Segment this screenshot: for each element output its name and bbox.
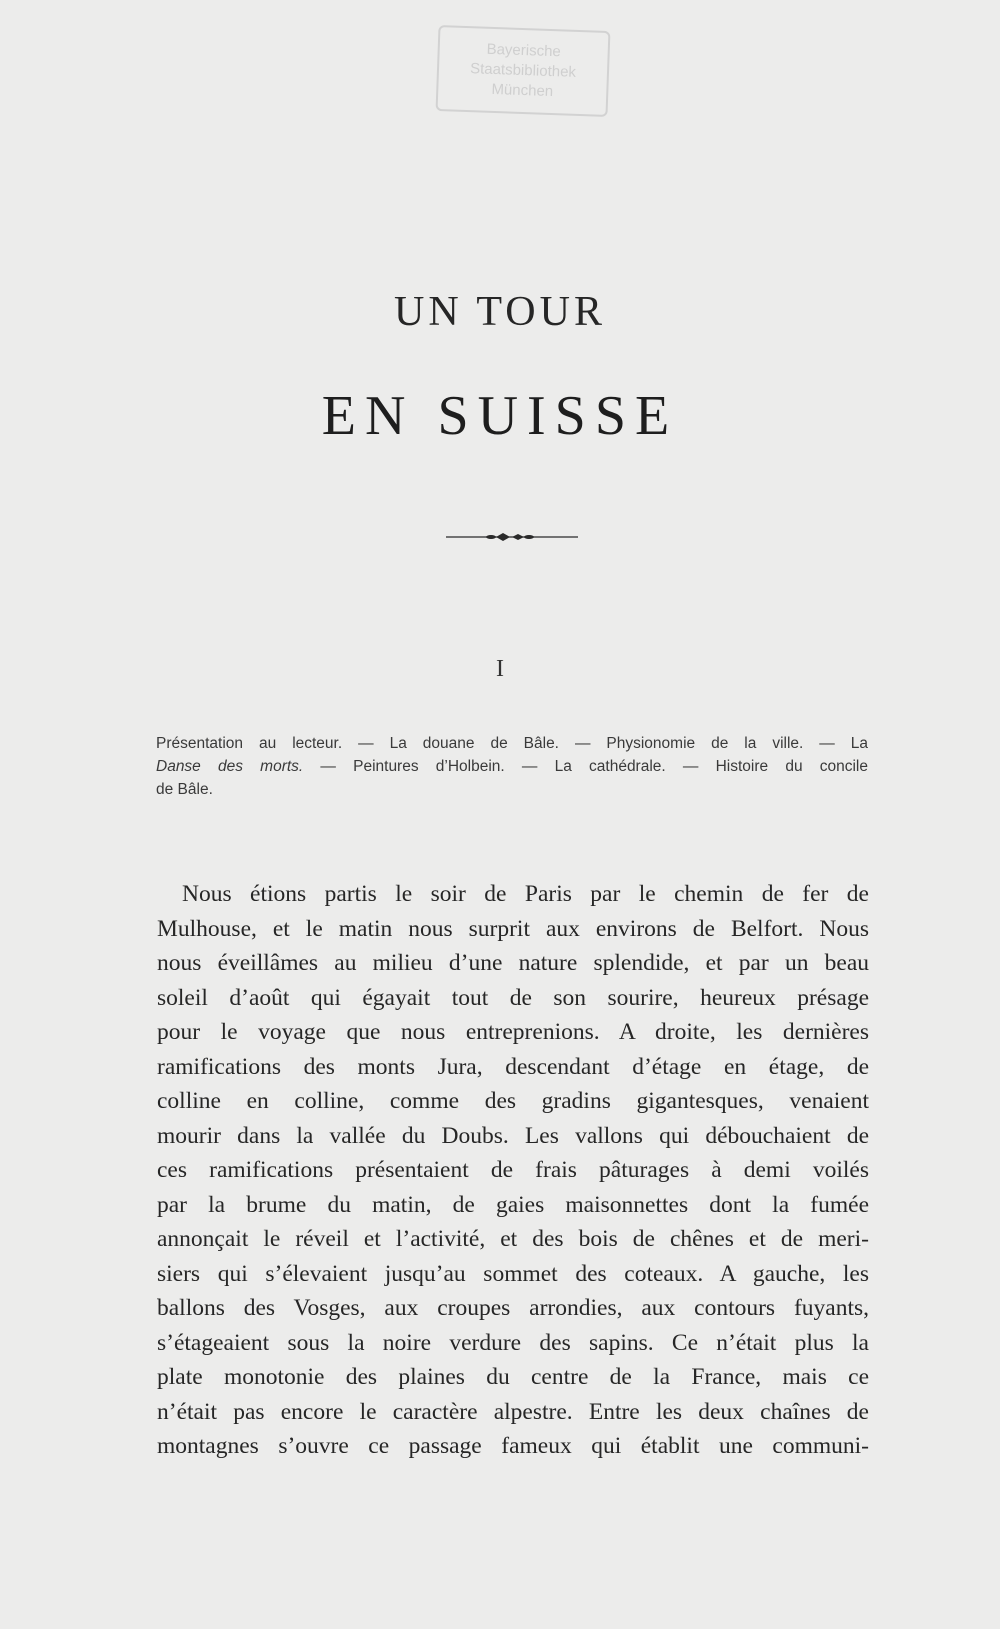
summary-text: — Peintures d’Holbein. — La cathédrale. — Histoire du concile bbox=[303, 758, 868, 775]
summary-italic: Danse des morts. bbox=[156, 758, 304, 775]
body-line: n’était pas encore le caractère alpestre. Entre les deux chaînes de bbox=[157, 1398, 869, 1425]
body-line: mourir dans la vallée du Doubs. Les vallons qui débouchaient de bbox=[157, 1122, 869, 1149]
body-paragraph bbox=[157, 877, 869, 1464]
body-line: Nous étions partis le soir de Paris par le chemin de fer de bbox=[182, 881, 869, 907]
title-line-2: EN SUISSE bbox=[321, 385, 679, 447]
body-line: plate monotonie des plaines du centre de la France, mais ce bbox=[157, 1364, 869, 1390]
summary-line: de Bâle. bbox=[156, 781, 213, 798]
body-line: annonçait le réveil et l’activité, et des bois de chênes et de meri- bbox=[157, 1226, 869, 1252]
body-line: ballons des Vosges, aux croupes arrondies, aux contours fuyants, bbox=[157, 1295, 869, 1321]
library-stamp bbox=[436, 25, 611, 117]
body-line: pour le voyage que nous entreprenions. A droite, les dernières bbox=[157, 1019, 869, 1045]
body-line: siers qui s’élevaient jusqu’au sommet des coteaux. A gauche, les bbox=[157, 1260, 869, 1287]
chapter-number: I bbox=[496, 656, 504, 682]
body-line: soleil d’août qui égayait tout de son sourire, heureux présage bbox=[157, 984, 869, 1011]
chapter-summary bbox=[156, 732, 868, 801]
body-line: Mulhouse, et le matin nous surprit aux environs de Belfort. Nous bbox=[157, 915, 869, 942]
stamp-line: Bayerische bbox=[486, 40, 562, 61]
body-line: montagnes s’ouvre ce passage fameux qui établit une communi- bbox=[157, 1433, 869, 1459]
body-line: s’étageaient sous la noire verdure des sapins. Ce n’était plus la bbox=[157, 1329, 869, 1356]
body-line: nous éveillâmes au milieu d’une nature splendide, et par un beau bbox=[157, 950, 869, 976]
title-line-1: UN TOUR bbox=[394, 289, 606, 335]
summary-line: Présentation au lecteur. — La douane de Bâle. — Physionomie de la ville. — La bbox=[156, 735, 868, 752]
body-line: colline en colline, comme des gradins gigantesques, venaient bbox=[157, 1088, 869, 1114]
stamp-line: Staatsbibliothek bbox=[469, 60, 577, 81]
ornament-divider bbox=[446, 529, 578, 545]
body-line: par la brume du matin, de gaies maisonnettes dont la fumée bbox=[157, 1191, 869, 1218]
summary-line bbox=[156, 755, 868, 778]
stamp-line: München bbox=[491, 80, 554, 101]
body-line: ces ramifications présentaient de frais pâturages à demi voilés bbox=[157, 1157, 869, 1183]
body-line: ramifications des monts Jura, descendant d’étage en étage, de bbox=[157, 1053, 869, 1080]
